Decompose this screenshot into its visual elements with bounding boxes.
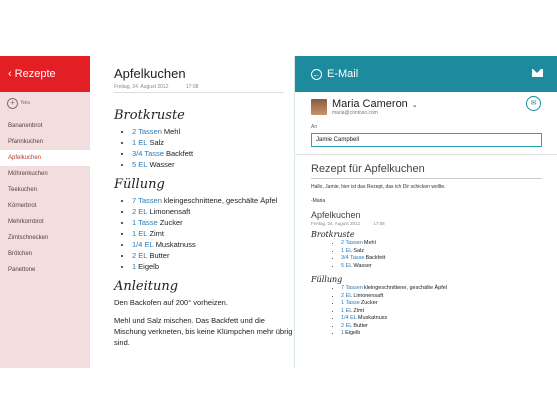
email-ingredient-qty: 3/4 Tasse xyxy=(341,255,365,261)
sidebar-title: Rezepte xyxy=(14,68,56,80)
email-ingredient-item xyxy=(341,263,546,271)
email-ingredient-list xyxy=(311,285,546,338)
sender-name: Maria Cameron ⌄ xyxy=(332,98,418,110)
email-ingredient-list xyxy=(311,240,546,270)
ingredient-item xyxy=(132,195,294,206)
email-ingredient-item xyxy=(341,285,546,293)
section-heading: Füllung xyxy=(114,177,165,192)
ingredient-qty: 3/4 Tasse xyxy=(132,149,164,158)
chevron-down-icon[interactable]: ⌄ xyxy=(411,102,418,109)
email-greeting: Hallo, Jamie, hier ist das Rezept, das ich Dir schicken wollte. xyxy=(311,184,446,190)
email-ingredient-text: Butter xyxy=(353,322,369,329)
ingredient-item xyxy=(132,206,294,217)
email-ingredient-item xyxy=(341,308,546,316)
ingredient-item xyxy=(132,228,294,239)
email-ingredient-qty: 1/4 EL xyxy=(341,315,357,321)
ingredient-qty: 1 EL xyxy=(132,229,148,238)
email-recipe-sections xyxy=(311,230,546,338)
ingredient-qty: 1 Tasse xyxy=(132,218,158,227)
ingredient-item xyxy=(132,217,294,228)
ingredient-text: Wasser xyxy=(149,160,175,169)
email-ingredient-text: Mehl xyxy=(363,240,376,246)
email-ingredient-item xyxy=(341,300,546,308)
email-ingredient-qty: 2 EL xyxy=(341,322,353,329)
ingredient-qty: 2 EL xyxy=(132,207,148,216)
recipe-sidebar xyxy=(0,56,90,368)
ingredient-qty: 2 EL xyxy=(132,251,148,260)
sender-email: maria@contoso.com xyxy=(332,110,378,116)
ingredient-list xyxy=(114,126,294,170)
email-ingredient-text: Eigelb xyxy=(345,330,361,336)
sidebar-item[interactable]: Möhrenkuchen xyxy=(8,171,48,177)
email-ingredient-item xyxy=(341,255,546,263)
email-ingredient-qty: 2 Tassen xyxy=(341,240,363,246)
ingredient-item xyxy=(132,250,294,261)
ingredient-item xyxy=(132,137,294,148)
email-recipe-title: Apfelkuchen xyxy=(311,210,361,220)
email-ingredient-item xyxy=(341,330,546,338)
email-ingredient-text: Zimt xyxy=(353,307,365,314)
ingredient-text: Muskatnuss xyxy=(155,240,196,249)
sidebar-item[interactable]: Bananenbrot xyxy=(8,123,43,129)
email-ingredient-text: Limonensaft xyxy=(353,292,384,299)
email-ingredient-qty: 2 EL xyxy=(341,292,353,299)
ingredient-qty: 1/4 EL xyxy=(132,240,154,249)
email-body[interactable] xyxy=(311,184,546,343)
chevron-left-icon: ‹ xyxy=(8,68,12,80)
divider xyxy=(295,154,557,155)
ingredient-text: Mehl xyxy=(163,127,181,136)
sidebar-item[interactable]: Apfelkuchen xyxy=(0,150,90,166)
email-recipe-meta xyxy=(311,221,546,226)
ingredient-qty: 1 EL xyxy=(132,138,148,147)
sidebar-item[interactable]: Brötchen xyxy=(8,251,33,257)
email-pane xyxy=(294,56,557,368)
email-header xyxy=(295,56,557,92)
recipe-list xyxy=(0,118,90,278)
to-label: An xyxy=(311,124,318,130)
email-ingredient-item xyxy=(341,315,546,323)
instruction-paragraph: Mehl und Salz mischen. Das Backfett und die Mischung verkneten, bis keine Klümpchen mehr übrig sind. xyxy=(114,316,293,347)
section-heading: Brotkruste xyxy=(114,108,185,123)
send-icon[interactable]: ✉ xyxy=(526,96,541,111)
plus-icon: + xyxy=(7,98,18,109)
email-recipe-date: Freitag, 24. August 2012 xyxy=(311,221,361,226)
ingredient-text: Limonensaft xyxy=(149,207,191,216)
ingredient-item xyxy=(132,261,294,272)
email-recipe-time: 17:08 xyxy=(373,221,385,226)
email-section-heading: Füllung xyxy=(311,275,343,284)
avatar xyxy=(311,99,327,115)
sidebar-item[interactable]: Panettone xyxy=(8,267,36,273)
app-frame xyxy=(0,56,557,368)
sidebar-item[interactable]: Teekuchen xyxy=(8,187,38,193)
email-ingredient-qty: 1 xyxy=(341,330,345,336)
ingredient-item xyxy=(132,239,294,250)
subject-field[interactable]: Rezept für Apfelkuchen xyxy=(311,163,542,179)
ingredient-item xyxy=(132,126,294,137)
ingredient-qty: 7 Tassen xyxy=(132,196,162,205)
email-ingredient-qty: 1 Tasse xyxy=(341,300,360,306)
ingredient-text: Zucker xyxy=(159,218,183,227)
ingredient-text: Backfett xyxy=(165,149,194,158)
ingredient-text: Eigelb xyxy=(138,262,160,271)
email-ingredient-text: Zucker xyxy=(360,300,378,306)
email-signature: -Maria xyxy=(311,198,326,204)
email-ingredient-item xyxy=(341,323,546,331)
email-ingredient-text: kleingeschnittene, geschälte Äpfel xyxy=(363,285,448,291)
section-heading: Anleitung xyxy=(114,279,179,294)
email-ingredient-qty: 7 Tassen xyxy=(341,285,363,291)
email-ingredient-text: Muskatnuss xyxy=(357,315,388,321)
email-ingredient-item xyxy=(341,293,546,301)
note-title: Apfelkuchen xyxy=(114,66,186,81)
note-pane xyxy=(90,56,294,368)
ingredient-item xyxy=(132,159,294,170)
ingredient-qty: 2 Tassen xyxy=(132,127,162,136)
ingredient-qty: 1 xyxy=(132,262,137,271)
email-ingredient-qty: 1 EL xyxy=(341,247,353,254)
sidebar-item[interactable]: Mehrkornbrot xyxy=(8,219,44,225)
note-date: Freitag, 24. August 2012 xyxy=(114,84,169,90)
email-title: E-Mail xyxy=(327,68,359,80)
ingredient-qty: 5 EL xyxy=(132,160,148,169)
email-ingredient-text: Wasser xyxy=(353,262,372,269)
new-recipe-label: Neu xyxy=(21,100,31,106)
ingredient-text: kleingeschnittene, geschälte Äpfel xyxy=(163,196,278,205)
sidebar-header[interactable] xyxy=(0,56,90,92)
email-ingredient-text: Salz xyxy=(353,247,365,254)
mail-icon[interactable] xyxy=(532,69,543,77)
ingredient-item xyxy=(132,148,294,159)
ingredient-text: Butter xyxy=(149,251,170,260)
email-section-heading: Brotkruste xyxy=(311,230,355,239)
sidebar-item[interactable]: Pfannkuchen xyxy=(8,139,44,145)
ingredient-text: Zimt xyxy=(149,229,165,238)
ingredient-list xyxy=(114,195,294,272)
email-ingredient-qty: 1 EL xyxy=(341,307,353,314)
sidebar-item[interactable]: Körnerbrot xyxy=(8,203,37,209)
email-ingredient-text: Backfett xyxy=(365,255,386,261)
sidebar-item[interactable]: Zimtschnecken xyxy=(8,235,49,241)
note-body[interactable] xyxy=(114,108,294,355)
instruction-paragraph: Den Backofen auf 200° vorheizen. xyxy=(114,298,228,307)
email-ingredient-qty: 5 EL xyxy=(341,262,353,269)
new-recipe-button[interactable] xyxy=(0,92,90,114)
to-field[interactable]: Jamie Campbell xyxy=(311,133,542,147)
ingredient-text: Salz xyxy=(149,138,165,147)
note-time: 17:08 xyxy=(185,84,199,90)
back-arrow-icon[interactable]: ← xyxy=(312,69,321,79)
sender-block[interactable] xyxy=(311,98,418,116)
email-ingredient-item xyxy=(341,248,546,256)
note-meta xyxy=(114,84,284,93)
email-ingredient-item xyxy=(341,240,546,248)
